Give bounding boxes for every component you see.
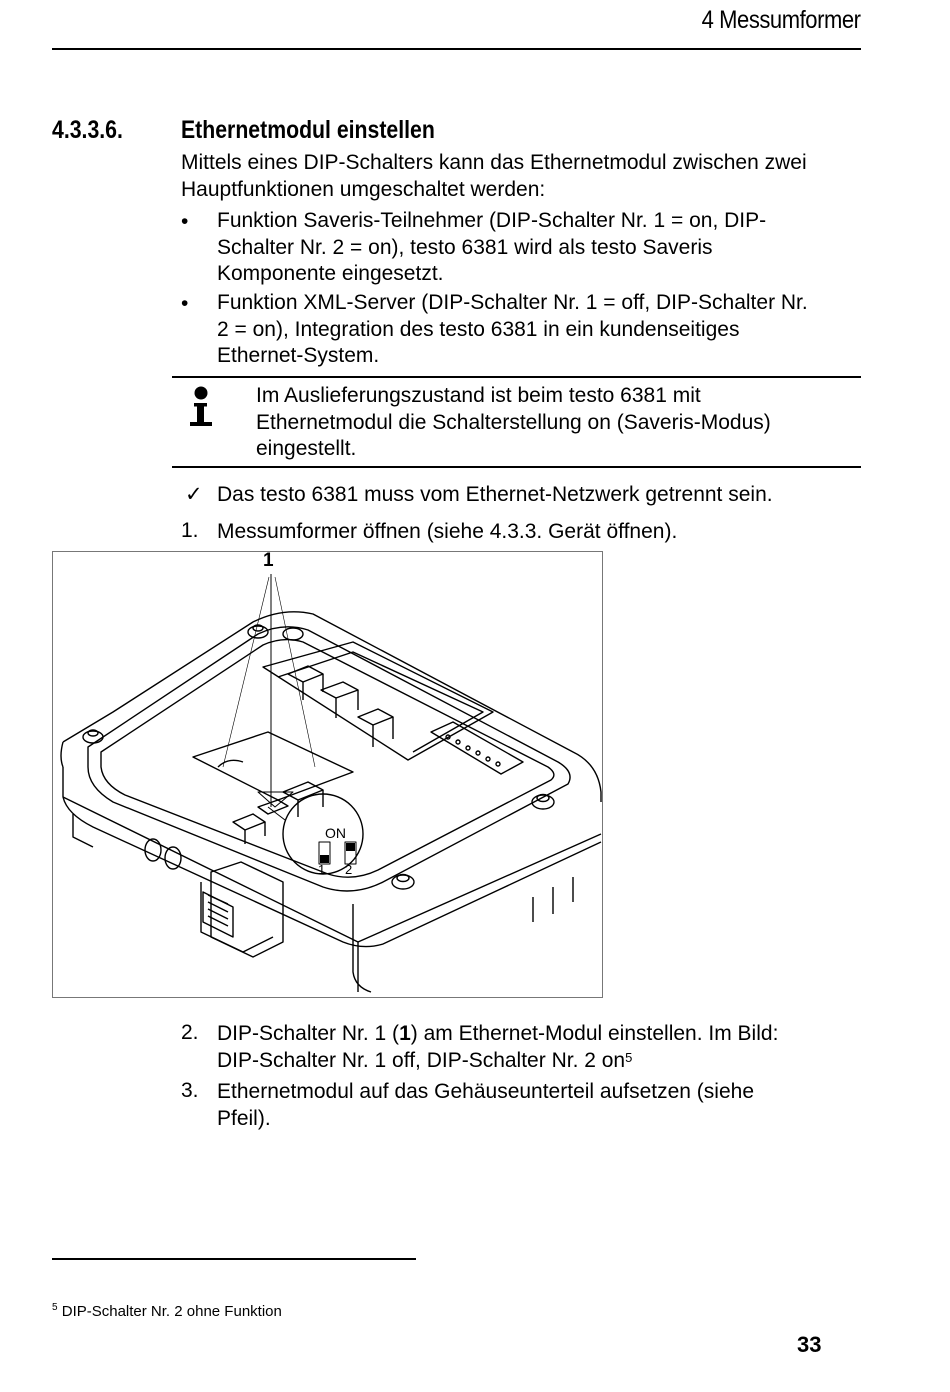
step-1-text: Messumformer öffnen (siehe 4.3.3. Gerät öffnen). — [217, 520, 678, 543]
step-text-part: DIP-Schalter Nr. 1 ( — [217, 1022, 400, 1045]
step-line — [217, 1021, 857, 1048]
step-3-text — [217, 1079, 857, 1132]
note-text — [256, 383, 856, 463]
page-number: 33 — [797, 1332, 822, 1357]
bullet-line: Funktion Saveris-Teilnehmer (DIP-Schalter Nr. 1 = on, DIP- — [217, 209, 767, 232]
footnote-divider — [52, 1258, 416, 1260]
step-number: 3. — [181, 1079, 199, 1102]
footnote — [52, 1303, 282, 1320]
footnote-marker: 5 — [52, 1302, 58, 1313]
header-divider — [52, 48, 861, 50]
step-line: Ethernetmodul auf das Gehäuseunterteil aufsetzen (siehe — [217, 1080, 755, 1103]
step-number: 2. — [181, 1021, 199, 1044]
step-2-text — [217, 1021, 857, 1074]
dip-switch-1-label: 1 — [318, 862, 326, 877]
step-text-part: DIP-Schalter Nr. 1 off, DIP-Schalter Nr. 2 on — [217, 1048, 626, 1072]
figure-callout-1: 1 — [263, 550, 274, 571]
device-illustration — [53, 552, 602, 997]
info-icon — [186, 386, 216, 428]
bullet-marker: • — [181, 292, 189, 315]
section-title: Ethernetmodul einstellen — [181, 116, 435, 144]
step-number: 1. — [181, 519, 199, 542]
intro-line: Mittels eines DIP-Schalters kann das Ethernetmodul zwischen zwei — [181, 151, 807, 174]
check-icon: ✓ — [185, 483, 203, 506]
footnote-reference[interactable]: 5 — [625, 1049, 633, 1065]
bullet-line: Schalter Nr. 2 = on), testo 6381 wird als testo Saveris — [217, 235, 713, 259]
prerequisite-text: Das testo 6381 muss vom Ethernet-Netzwerk getrennt sein. — [217, 483, 773, 506]
intro-line: Hauptfunktionen umgeschaltet werden: — [181, 177, 546, 201]
footnote-text: DIP-Schalter Nr. 2 ohne Funktion — [61, 1303, 282, 1320]
step-line: Pfeil). — [217, 1106, 271, 1130]
bullet-line: Komponente eingesetzt. — [217, 262, 444, 285]
step-text-part: ) am Ethernet-Modul einstellen. Im Bild: — [410, 1022, 779, 1045]
note-top-rule — [172, 376, 861, 378]
note-line: Im Auslieferungszustand ist beim testo 6381 mit — [256, 384, 701, 407]
bullet-line: 2 = on), Integration des testo 6381 in ein kundenseitiges — [217, 317, 740, 341]
bullet-marker: • — [181, 210, 189, 233]
note-bottom-rule — [172, 466, 861, 468]
dip-switch-2-label: 2 — [345, 862, 353, 877]
step-line — [217, 1048, 857, 1075]
bullet-item-saveris — [217, 208, 867, 288]
running-header: 4 Messumformer — [702, 6, 861, 34]
bullet-line: Funktion XML-Server (DIP-Schalter Nr. 1 = off, DIP-Schalter Nr. — [217, 291, 808, 314]
bullet-line: Ethernet-System. — [217, 344, 380, 367]
note-line: eingestellt. — [256, 437, 357, 460]
dip-on-label: ON — [325, 825, 346, 841]
bullet-item-xml-server — [217, 290, 867, 370]
intro-paragraph — [181, 150, 871, 203]
callout-ref: 1 — [399, 1022, 411, 1045]
figure-ethernet-module — [52, 551, 603, 998]
note-line: Ethernetmodul die Schalterstellung on (Saveris-Modus) — [256, 410, 771, 434]
section-number: 4.3.3.6. — [52, 116, 123, 144]
